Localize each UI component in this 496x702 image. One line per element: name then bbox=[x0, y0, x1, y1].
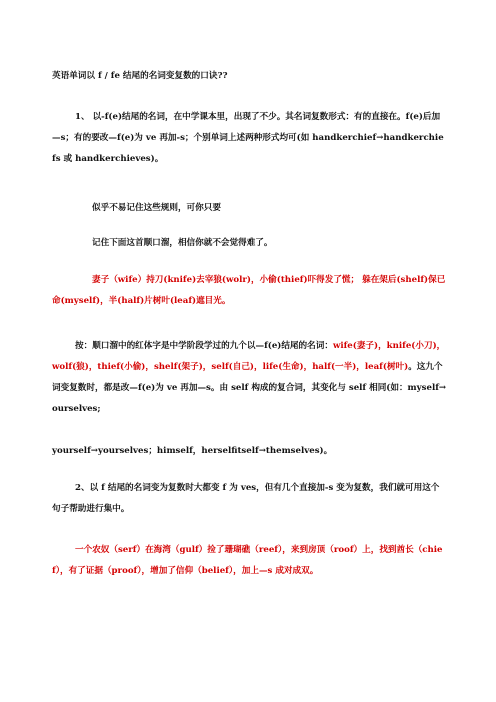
intro-line-b: 记住下面这首顺口溜，相信你就不会觉得难了。 bbox=[92, 238, 273, 248]
paragraph-2: 2、以 f 结尾的名词变为复数时大都变 f 为 ves，但有几个直接加-s 变为复数，我们就可用这个句子帮助进行集中。 bbox=[52, 483, 440, 514]
note-word-list: wife(妻子)，knife(小刀)，wolf(狼)，thief(小偷)，shelf(架子)，self(自己)，life(生命)，half(一半)，leaf(树叶) bbox=[52, 341, 446, 372]
note-intro: 按：顺口溜中的红体字是中学阶段学过的九个以—f(e)结尾的名词： bbox=[75, 341, 333, 351]
note-paragraph bbox=[52, 336, 447, 420]
intro-line-a: 似乎不易记住这些规则，可你只要 bbox=[92, 203, 221, 213]
page-title: 英语单词以 f / fe 结尾的名词变复数的口诀?? bbox=[52, 71, 228, 81]
note-rule: 。这九个词变复数时，都是改—f(e)为 ve 再加—s。由 self 构成的复合词，其变化与 self 相同(如：myself→ourselves; bbox=[52, 362, 447, 414]
paragraph-3: 一个农奴（serf）在海湾（gulf）捡了珊瑚礁（reef），来到房顶（roof）上，找到酋长（chief），有了证据（proof），增加了信仰（belief），加上—s 成对成双。 bbox=[52, 545, 443, 576]
note-line-c: yourself→yourselves；himself，herselfitself→themselves)。 bbox=[52, 446, 333, 456]
rhyme-poem: 妻子（wife）持刀(knife)去宰狼(wolr)，小偷(thief)吓得发了慌； 躲在架后(shelf)保已命(myself)，半(half)片树叶(leaf)遮目光。 bbox=[52, 275, 446, 306]
paragraph-1: 1、 以-f(e)结尾的名词，在中学课本里，出现了不少。其名词复数形式：有的直接在。f(e)后加—s；有的要改—f(e)为 ve 再加-s；个别单词上述两种形式均可(如 handkerchief→handkerchiefs 或 handkerchieves)。 bbox=[52, 112, 444, 164]
